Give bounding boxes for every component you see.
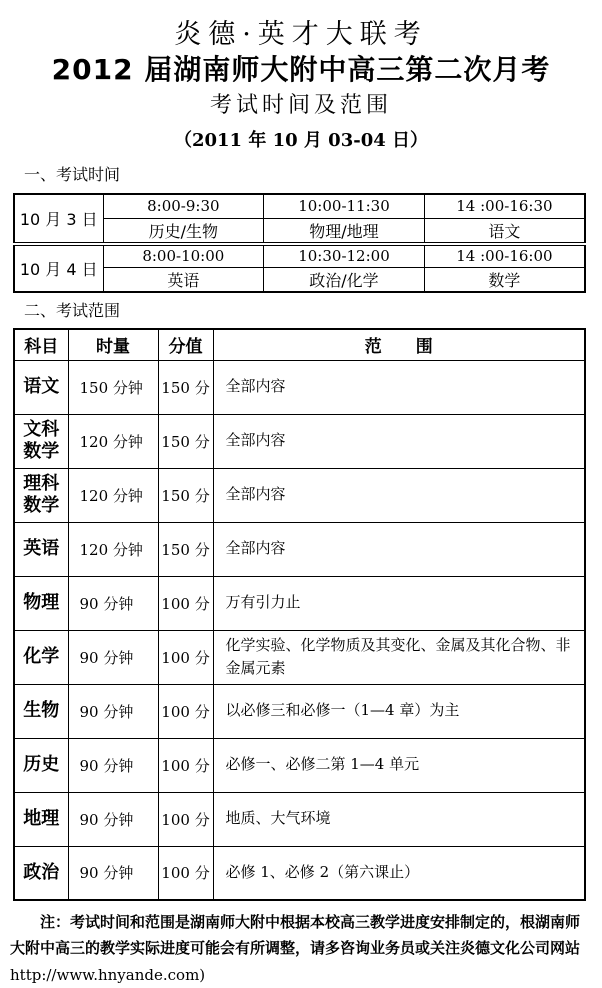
date-cell: 10 月 4 日 [14,244,103,293]
time-cell: 10:30-12:00 [264,244,425,268]
footnote-url: http://www.hnyande.com) [10,965,206,984]
footnote [10,909,592,988]
range-cell: 全部内容 [213,468,585,522]
subject-cell: 历史 [14,738,68,792]
subject-cell: 语文 [424,218,585,244]
exam-date-line: （2011 年 10 月 03-04 日） [173,130,429,151]
range-cell: 全部内容 [213,522,585,576]
exam-scope-table [13,328,586,901]
table-row [14,630,585,684]
subject-cell: 理科数学 [14,468,68,522]
duration-cell: 90 分钟 [68,576,158,630]
subject-cell: 文科数学 [14,414,68,468]
range-cell: 化学实验、化学物质及其变化、金属及其化合物、非金属元素 [213,630,585,684]
duration-cell: 90 分钟 [68,684,158,738]
subject-cell: 语文 [14,360,68,414]
page-title: 2012 届湖南师大附中高三第二次月考 [51,53,551,86]
brand-title: 炎德·英才大联考 [174,19,428,50]
points-cell: 100 分 [158,738,213,792]
table-row [14,846,585,900]
range-cell: 万有引力止 [213,576,585,630]
table-row [14,738,585,792]
points-cell: 150 分 [158,360,213,414]
range-cell: 以必修三和必修一（1—4 章）为主 [213,684,585,738]
column-header-duration: 时量 [68,329,158,360]
table-header-row [14,329,585,360]
section-heading-exam-scope: 二、考试范围 [24,301,121,320]
subject-cell: 政治/化学 [264,268,425,293]
points-cell: 150 分 [158,414,213,468]
points-cell: 100 分 [158,630,213,684]
subject-cell: 物理 [14,576,68,630]
subject-cell: 英语 [103,268,264,293]
subject-cell: 地理 [14,792,68,846]
column-header-points: 分值 [158,329,213,360]
exam-time-table [13,193,586,293]
subject-cell: 化学 [14,630,68,684]
duration-cell: 90 分钟 [68,792,158,846]
range-cell: 必修 1、必修 2（第六课止） [213,846,585,900]
points-cell: 100 分 [158,576,213,630]
table-row [14,792,585,846]
duration-cell: 90 分钟 [68,846,158,900]
points-cell: 100 分 [158,684,213,738]
subject-cell: 物理/地理 [264,218,425,244]
duration-cell: 120 分钟 [68,468,158,522]
duration-cell: 90 分钟 [68,630,158,684]
subject-cell: 数学 [424,268,585,293]
table-row [14,576,585,630]
subject-cell: 英语 [14,522,68,576]
time-cell: 8:00-10:00 [103,244,264,268]
page-subtitle: 考试时间及范围 [209,93,392,118]
range-cell: 必修一、必修二第 1—4 单元 [213,738,585,792]
duration-cell: 120 分钟 [68,522,158,576]
time-cell: 14 :00-16:00 [424,244,585,268]
table-row [14,684,585,738]
range-cell: 全部内容 [213,414,585,468]
section-heading-exam-time: 一、考试时间 [24,165,121,184]
subject-cell: 生物 [14,684,68,738]
subject-cell: 历史/生物 [103,218,264,244]
time-cell: 14 :00-16:30 [424,194,585,218]
date-cell: 10 月 3 日 [14,194,103,244]
table-row [14,522,585,576]
column-header-range: 范 围 [213,329,585,360]
table-row [14,360,585,414]
time-cell: 8:00-9:30 [103,194,264,218]
time-cell: 10:00-11:30 [264,194,425,218]
table-row [14,244,585,268]
points-cell: 100 分 [158,792,213,846]
range-cell: 全部内容 [213,360,585,414]
points-cell: 100 分 [158,846,213,900]
footnote-text: 注：考试时间和范围是湖南师大附中根据本校高三教学进度安排制定的，根湖南师大附中高三的教学实际进度可能会有所调整，请多咨询业务员或关注炎德文化公司网站 [10,913,581,958]
points-cell: 150 分 [158,468,213,522]
duration-cell: 150 分钟 [68,360,158,414]
duration-cell: 90 分钟 [68,738,158,792]
table-row [14,414,585,468]
points-cell: 150 分 [158,522,213,576]
table-row [14,468,585,522]
range-cell: 地质、大气环境 [213,792,585,846]
column-header-subject: 科目 [14,329,68,360]
table-row [14,194,585,218]
subject-cell: 政治 [14,846,68,900]
duration-cell: 120 分钟 [68,414,158,468]
